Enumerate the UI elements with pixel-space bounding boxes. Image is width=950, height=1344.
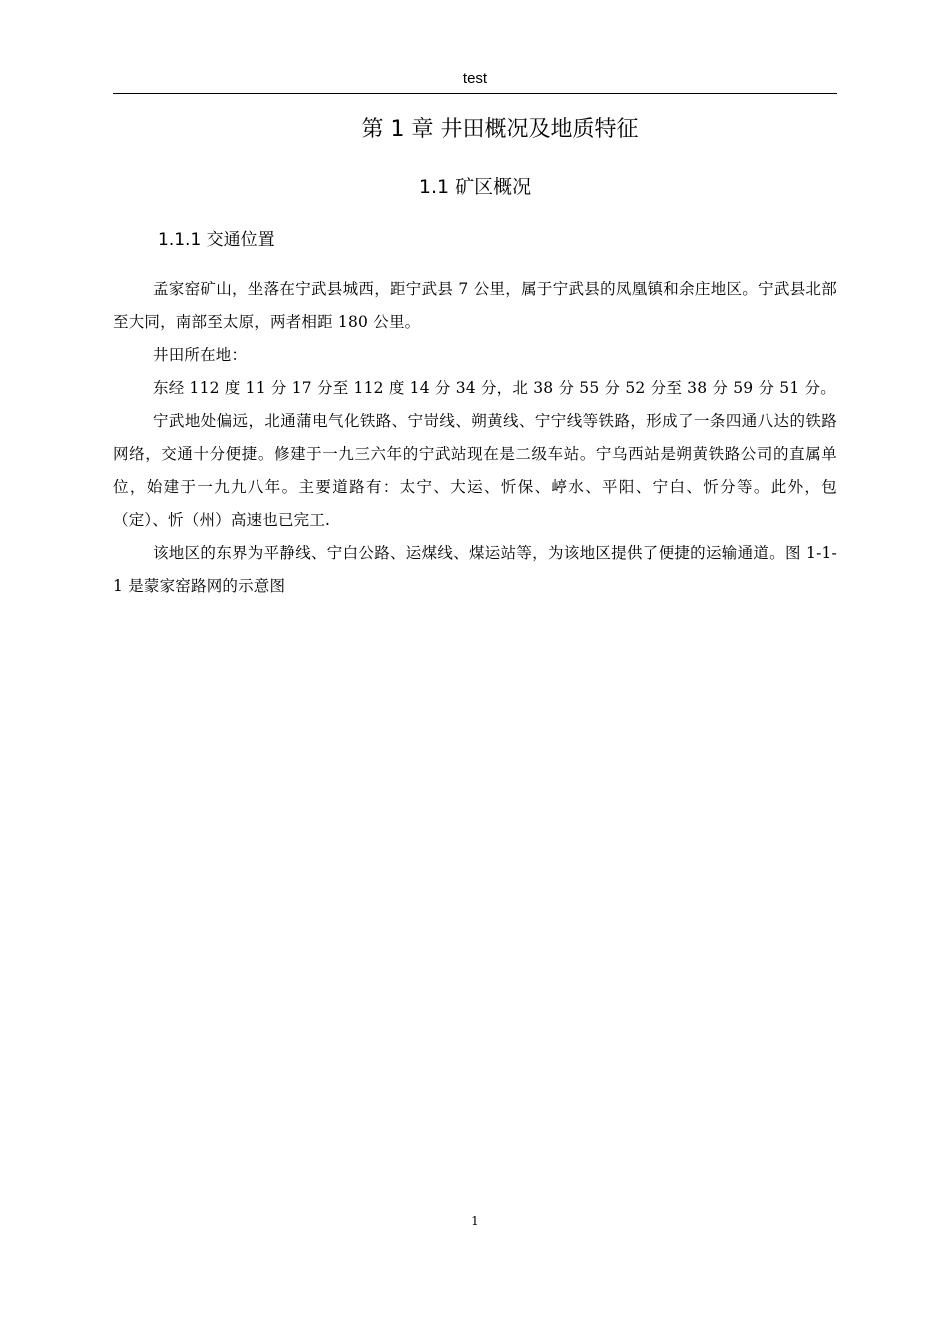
paragraph-transport-east: 该地区的东界为平静线、宁白公路、运煤线、煤运站等，为该地区提供了便捷的运输通道。图 1-1-1 是蒙家窑路网的示意图 [113, 544, 837, 595]
paragraph-site-label: 井田所在地： [153, 346, 248, 364]
page-header: test [462, 70, 488, 87]
body-text [113, 273, 837, 603]
paragraph-location: 孟家窑矿山，坐落在宁武县城西，距宁武县 7 公里，属于宁武县的凤凰镇和余庄地区。宁武县北部至大同，南部至太原，两者相距 180 公里。 [113, 280, 837, 331]
chapter-title: 第 1 章 井田概况及地质特征 [361, 117, 639, 142]
subsection-title: 1.1.1 交通位置 [158, 230, 275, 250]
header-rule [113, 93, 837, 94]
paragraph-railways: 宁武地处偏远，北通蒲电气化铁路、宁岢线、朔黄线、宁宁线等铁路，形成了一条四通八达的铁路网络，交通十分便捷。修建于一九三六年的宁武站现在是二级车站。宁乌西站是朔黄铁路公司的直属单位，始建于一九九八年。主要道路有：太宁、大运、忻保、嵉水、平阳、宁白、忻分等。此外，包（定）、忻（州）高速也已完工. [113, 412, 837, 529]
paragraph-coordinates: 东经 112 度 11 分 17 分至 112 度 14 分 34 分，北 38 分 55 分 52 分至 38 分 59 分 51 分。 [153, 379, 836, 397]
section-title: 1.1 矿区概况 [418, 176, 532, 198]
page-number: 1 [471, 1214, 479, 1228]
